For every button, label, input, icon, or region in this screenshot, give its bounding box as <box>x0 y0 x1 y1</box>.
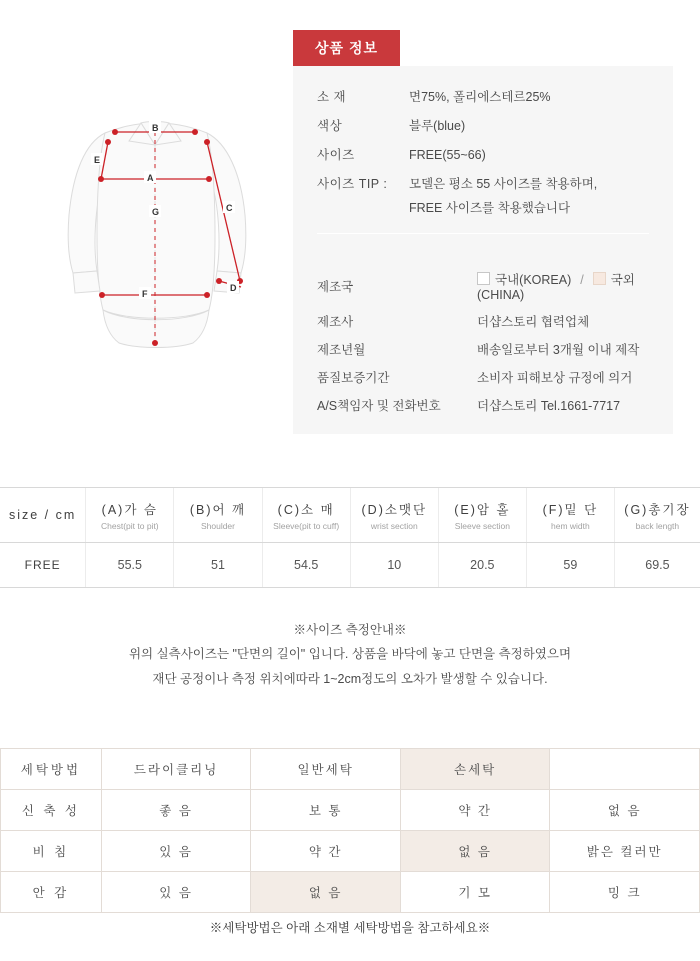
size-header-size: size / cm <box>0 488 86 543</box>
product-info-section <box>0 0 700 420</box>
table-row <box>1 872 700 913</box>
checkbox-korea[interactable] <box>477 272 490 285</box>
maker-value-as-contact: 더샵스토리 Tel.1661-7717 <box>477 398 621 413</box>
maker-row-country <box>317 270 649 302</box>
size-header-hem: (F)밑 단 hem width <box>526 488 614 543</box>
info-label-material: 소 재 <box>317 90 347 104</box>
wash-cell-transparency-light: 밝은 컬러만 <box>550 831 700 872</box>
diagram-label-D: D <box>230 283 237 293</box>
table-row <box>0 543 700 588</box>
maker-row-warranty <box>317 368 649 386</box>
info-label-color: 색상 <box>317 119 343 134</box>
size-notice <box>0 618 700 691</box>
size-header-shoulder: (B)어 깨 Shoulder <box>174 488 262 543</box>
info-label-size-tip: 사이즈 TIP : <box>317 177 388 192</box>
size-table-header-row <box>0 488 700 543</box>
info-divider <box>317 233 649 234</box>
notice-line-2: 위의 실측사이즈는 "단면의 길이" 입니다. 상품을 바닥에 놓고 단면을 측정하였으며 <box>128 647 572 662</box>
wash-row-header-transparency: 비 침 <box>1 831 102 872</box>
wash-row-header-lining: 안 감 <box>1 872 102 913</box>
maker-row-date <box>317 340 649 358</box>
diagram-label-A: A <box>147 173 154 183</box>
diagram-label-C: C <box>226 203 233 213</box>
diagram-label-B: B <box>152 123 159 133</box>
wash-cell-lining-none: 없 음 <box>251 872 401 913</box>
maker-value-china: 국외(CHINA) <box>477 272 635 302</box>
wash-row-header-method: 세탁방법 <box>1 749 102 790</box>
size-tip-line2: FREE 사이즈를 착용했습니다 <box>409 200 571 215</box>
product-info-title: 상품 정보 <box>293 30 400 66</box>
table-row <box>1 790 700 831</box>
wash-cell-transparency-slight: 약 간 <box>251 831 401 872</box>
manufacturer-info-body <box>293 252 673 434</box>
size-header-chest: (A)가 슴 Chest(pit to pit) <box>86 488 174 543</box>
wash-cell-elasticity-normal: 보 통 <box>251 790 401 831</box>
maker-separator: / <box>580 272 584 287</box>
maker-label-manufacturer: 제조사 <box>317 314 354 329</box>
wash-cell-drycleaning: 드라이클리닝 <box>101 749 251 790</box>
info-value-color: 블루(blue) <box>409 119 466 134</box>
wash-cell-method-blank <box>550 749 700 790</box>
maker-label-date: 제조년월 <box>317 342 366 357</box>
wash-cell-handwash: 손세탁 <box>400 749 550 790</box>
maker-row-as-contact <box>317 396 649 414</box>
size-table <box>0 487 700 588</box>
size-cell-hem: 59 <box>526 543 614 588</box>
size-cell-wrist: 10 <box>350 543 438 588</box>
maker-label-as-contact: A/S책임자 및 전화번호 <box>317 398 441 413</box>
size-cell-length: 69.5 <box>614 543 700 588</box>
diagram-label-G: G <box>152 207 160 217</box>
info-value-size-tip <box>409 175 649 216</box>
info-row-size-tip <box>317 175 649 216</box>
size-cell-sleeve: 54.5 <box>262 543 350 588</box>
size-header-wrist: (D)소맷단 wrist section <box>350 488 438 543</box>
size-cell-shoulder: 51 <box>174 543 262 588</box>
diagram-label-F: F <box>142 289 148 299</box>
size-header-length: (G)총기장 back length <box>614 488 700 543</box>
wash-care-table <box>0 748 700 913</box>
info-label-size: 사이즈 <box>317 148 355 163</box>
size-cell-armhole: 20.5 <box>438 543 526 588</box>
table-row <box>1 749 700 790</box>
maker-value-date: 배송일로부터 3개월 이내 제작 <box>477 342 640 357</box>
wash-cell-lining-yes: 있 음 <box>101 872 251 913</box>
diagram-label-E: E <box>94 155 101 165</box>
garment-measurement-diagram <box>55 95 280 365</box>
info-row-color <box>317 117 649 135</box>
wash-cell-transparency-yes: 있 음 <box>101 831 251 872</box>
wash-cell-elasticity-good: 좋 음 <box>101 790 251 831</box>
wash-care-footer: ※세탁방법은 아래 소재별 세탁방법을 참고하세요※ <box>209 921 491 935</box>
wash-cell-elasticity-slight: 약 간 <box>400 790 550 831</box>
info-value-material: 면75%, 폴리에스테르25% <box>409 90 551 104</box>
notice-line-3: 재단 공정이나 측정 위치에따라 1~2cm정도의 오차가 발생할 수 있습니다. <box>152 671 548 686</box>
wash-row-header-elasticity: 신 축 성 <box>1 790 102 831</box>
table-row <box>1 831 700 872</box>
size-tip-line1: 모델은 평소 55 사이즈를 착용하며, <box>409 177 598 192</box>
size-cell-name: FREE <box>0 543 86 588</box>
maker-value-korea: 국내(KOREA) <box>495 272 572 287</box>
product-info-body <box>293 66 673 252</box>
maker-label-warranty: 품질보증기간 <box>317 370 390 385</box>
info-row-size <box>317 146 649 164</box>
notice-line-1: ※사이즈 측정안내※ <box>293 623 407 637</box>
size-header-armhole: (E)암 홀 Sleeve section <box>438 488 526 543</box>
size-cell-chest: 55.5 <box>86 543 174 588</box>
info-value-size: FREE(55~66) <box>409 148 486 163</box>
wash-cell-transparency-none: 없 음 <box>400 831 550 872</box>
product-info-card <box>293 30 673 434</box>
wash-cell-machine: 일반세탁 <box>251 749 401 790</box>
maker-row-manufacturer <box>317 312 649 330</box>
maker-value-warranty: 소비자 피해보상 규정에 의거 <box>477 370 633 385</box>
maker-value-country <box>477 270 649 302</box>
maker-label-country: 제조국 <box>317 279 354 294</box>
checkbox-china[interactable] <box>593 272 606 285</box>
wash-cell-lining-fleece: 기 모 <box>400 872 550 913</box>
wash-cell-lining-mink: 밍 크 <box>550 872 700 913</box>
maker-value-manufacturer: 더샵스토리 협력업체 <box>477 314 590 329</box>
size-header-sleeve: (C)소 매 Sleeve(pit to cuff) <box>262 488 350 543</box>
wash-cell-elasticity-none: 없 음 <box>550 790 700 831</box>
info-row-material <box>317 88 649 106</box>
